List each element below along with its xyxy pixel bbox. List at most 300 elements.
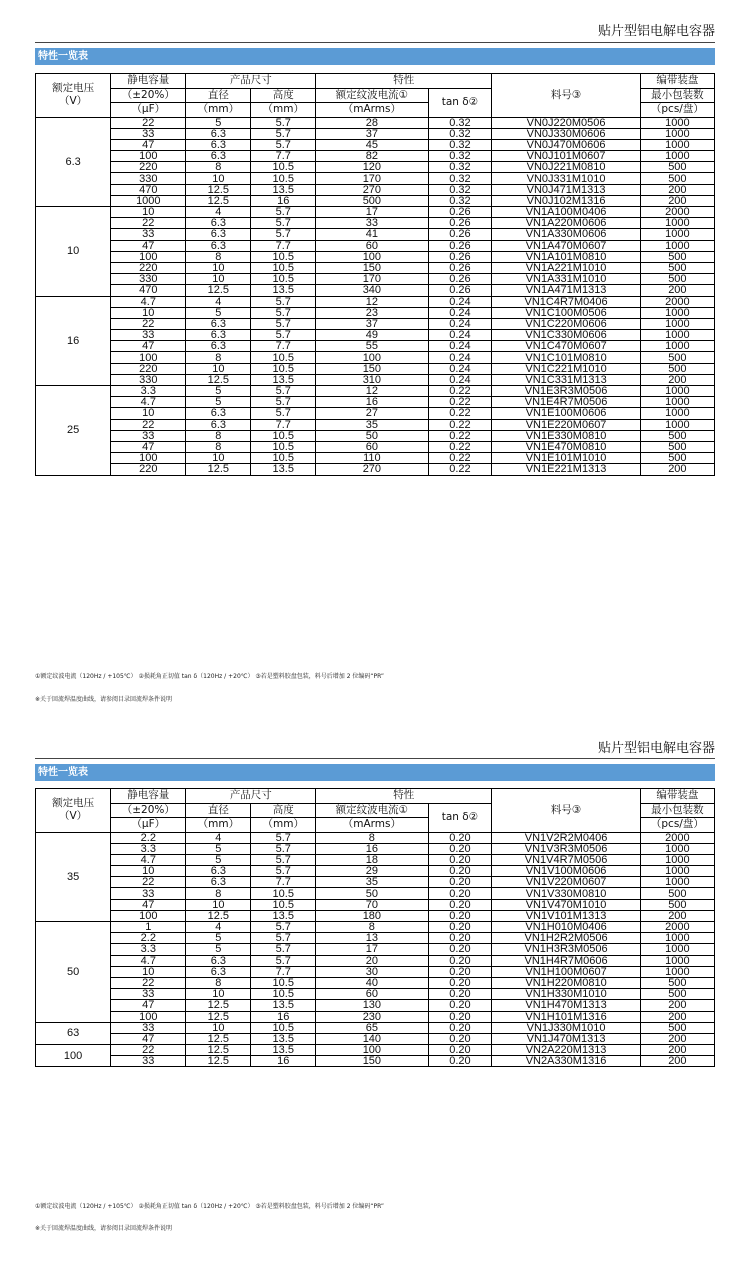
part-number-cell: VN1C330M0606 — [492, 330, 640, 341]
part-number-cell: VN1H4R7M0606 — [492, 955, 640, 966]
min-pack-cell: 200 — [640, 195, 714, 206]
title-rule — [35, 758, 715, 759]
spec-table — [35, 73, 715, 476]
height-cell: 7.7 — [251, 966, 316, 977]
diameter-cell: 5 — [186, 944, 251, 955]
section-title-bar: 特性一览表 — [35, 48, 715, 65]
table-row — [36, 184, 715, 195]
height-cell: 10.5 — [251, 899, 316, 910]
table-row — [36, 832, 715, 843]
table-row — [36, 151, 715, 162]
capacitance-cell: 220 — [111, 162, 186, 173]
diameter-cell: 6.3 — [186, 408, 251, 419]
height-cell: 10.5 — [251, 173, 316, 184]
ripple-current-cell: 20 — [316, 955, 428, 966]
capacitance-unit: （μF） — [111, 818, 186, 833]
ripple-unit: （mArms） — [316, 818, 428, 833]
height-header: 高度 — [251, 88, 316, 103]
part-number-cell: VN0J220M0506 — [492, 117, 640, 128]
ripple-current-cell: 8 — [316, 832, 428, 843]
ripple-current-cell: 150 — [316, 262, 428, 273]
diameter-cell: 12.5 — [186, 195, 251, 206]
voltage-header-unit: （V） — [59, 95, 88, 108]
tan-delta-cell: 0.20 — [428, 1056, 492, 1067]
ripple-current-cell: 8 — [316, 922, 428, 933]
capacitance-cell: 10 — [111, 866, 186, 877]
tan-delta-cell: 0.20 — [428, 832, 492, 843]
part-number-cell: VN1A220M0606 — [492, 218, 640, 229]
min-pack-cell: 1000 — [640, 866, 714, 877]
min-pack-cell: 1000 — [640, 408, 714, 419]
height-cell: 5.7 — [251, 386, 316, 397]
height-cell: 16 — [251, 1056, 316, 1067]
diameter-cell: 12.5 — [186, 1033, 251, 1044]
tan-delta-cell: 0.24 — [428, 307, 492, 318]
height-cell: 5.7 — [251, 933, 316, 944]
table-row — [36, 363, 715, 374]
diameter-cell: 10 — [186, 989, 251, 1000]
height-cell: 10.5 — [251, 352, 316, 363]
ripple-current-cell: 49 — [316, 330, 428, 341]
ripple-current-cell: 82 — [316, 151, 428, 162]
ripple-current-cell: 110 — [316, 453, 428, 464]
diameter-cell: 12.5 — [186, 910, 251, 921]
diameter-cell: 10 — [186, 274, 251, 285]
ripple-current-cell: 23 — [316, 307, 428, 318]
voltage-cell: 6.3 — [36, 117, 111, 207]
min-pack-cell: 200 — [640, 464, 714, 475]
min-pack-cell: 500 — [640, 251, 714, 262]
part-number-cell: VN2A330M1316 — [492, 1056, 640, 1067]
diameter-cell: 12.5 — [186, 1056, 251, 1067]
tan-delta-cell: 0.20 — [428, 1022, 492, 1033]
min-pack-cell: 1000 — [640, 877, 714, 888]
height-cell: 16 — [251, 195, 316, 206]
diameter-cell: 4 — [186, 207, 251, 218]
part-number-cell: VN1E100M0606 — [492, 408, 640, 419]
height-cell: 5.7 — [251, 922, 316, 933]
height-cell: 10.5 — [251, 162, 316, 173]
part-number-cell: VN1A221M1010 — [492, 262, 640, 273]
tan-delta-cell: 0.24 — [428, 318, 492, 329]
min-pack-cell: 1000 — [640, 843, 714, 854]
table-row — [36, 1045, 715, 1056]
min-pack-cell: 500 — [640, 989, 714, 1000]
diameter-cell: 6.3 — [186, 341, 251, 352]
diameter-cell: 8 — [186, 251, 251, 262]
diameter-unit: （mm） — [186, 818, 251, 833]
capacitance-cell: 4.7 — [111, 296, 186, 307]
capacitance-cell: 22 — [111, 419, 186, 430]
part-number-cell: VN1V2R2M0406 — [492, 832, 640, 843]
diameter-cell: 8 — [186, 352, 251, 363]
capacitance-cell: 4.7 — [111, 955, 186, 966]
diameter-cell: 6.3 — [186, 240, 251, 251]
part-number-cell: VN1H101M1316 — [492, 1011, 640, 1022]
ripple-current-cell: 270 — [316, 184, 428, 195]
ripple-current-cell: 130 — [316, 1000, 428, 1011]
tan-delta-cell: 0.20 — [428, 1045, 492, 1056]
table-row — [36, 341, 715, 352]
table-row — [36, 933, 715, 944]
capacitance-cell: 100 — [111, 251, 186, 262]
min-pack-cell: 200 — [640, 910, 714, 921]
ripple-header: 额定纹波电流① — [316, 88, 428, 103]
table-row — [36, 866, 715, 877]
capacitance-cell: 33 — [111, 330, 186, 341]
min-pack-cell: 500 — [640, 274, 714, 285]
capacitance-cell: 47 — [111, 240, 186, 251]
diameter-cell: 5 — [186, 933, 251, 944]
doc-title: 贴片型铝电解电容器 — [597, 24, 715, 39]
size-group-header: 产品尺寸 — [186, 74, 316, 89]
part-number-cell: VN0J221M0810 — [492, 162, 640, 173]
min-pack-header: 最小包装数 — [640, 803, 714, 818]
tan-delta-cell: 0.26 — [428, 262, 492, 273]
diameter-cell: 8 — [186, 162, 251, 173]
height-cell: 5.7 — [251, 117, 316, 128]
ripple-current-cell: 70 — [316, 899, 428, 910]
capacitance-cell: 220 — [111, 363, 186, 374]
ripple-current-cell: 37 — [316, 318, 428, 329]
capacitance-cell: 33 — [111, 1022, 186, 1033]
tan-delta-cell: 0.32 — [428, 151, 492, 162]
tan-delta-cell: 0.20 — [428, 966, 492, 977]
min-pack-cell: 500 — [640, 899, 714, 910]
table-row — [36, 352, 715, 363]
tan-delta-cell: 0.20 — [428, 910, 492, 921]
diameter-cell: 6.3 — [186, 419, 251, 430]
diameter-cell: 12.5 — [186, 374, 251, 385]
height-cell: 10.5 — [251, 1022, 316, 1033]
tan-delta-cell: 0.20 — [428, 888, 492, 899]
min-pack-cell: 500 — [640, 173, 714, 184]
height-cell: 10.5 — [251, 453, 316, 464]
height-cell: 5.7 — [251, 128, 316, 139]
footnote: ①额定纹波电流（120Hz / +105℃） ②损耗角正切值 tan δ（120Hz / +20℃） ③若是塑料胶盘包装，料号后增加 2 位编码“PR” — [35, 673, 385, 680]
ripple-current-cell: 150 — [316, 363, 428, 374]
diameter-cell: 6.3 — [186, 318, 251, 329]
capacitance-cell: 3.3 — [111, 843, 186, 854]
tan-delta-cell: 0.26 — [428, 229, 492, 240]
min-pack-unit: （pcs/盘） — [640, 103, 714, 118]
ripple-current-cell: 100 — [316, 1045, 428, 1056]
tan-delta-cell: 0.32 — [428, 162, 492, 173]
capacitance-cell: 47 — [111, 899, 186, 910]
height-cell: 5.7 — [251, 955, 316, 966]
tan-delta-cell: 0.22 — [428, 453, 492, 464]
table-row — [36, 330, 715, 341]
size-group-header: 产品尺寸 — [186, 789, 316, 804]
ripple-current-cell: 28 — [316, 117, 428, 128]
min-pack-cell: 500 — [640, 162, 714, 173]
height-cell: 13.5 — [251, 184, 316, 195]
diameter-cell: 6.3 — [186, 151, 251, 162]
diameter-cell: 6.3 — [186, 330, 251, 341]
ripple-current-cell: 50 — [316, 888, 428, 899]
part-number-cell: VN1H470M1313 — [492, 1000, 640, 1011]
min-pack-cell: 1000 — [640, 419, 714, 430]
tan-delta-header: tan δ② — [428, 803, 492, 832]
tan-delta-cell: 0.26 — [428, 218, 492, 229]
part-number-cell: VN1A471M1313 — [492, 285, 640, 296]
height-cell: 16 — [251, 1011, 316, 1022]
diameter-cell: 5 — [186, 117, 251, 128]
ripple-current-cell: 37 — [316, 128, 428, 139]
table-row — [36, 922, 715, 933]
table-row — [36, 453, 715, 464]
capacitance-cell: 330 — [111, 274, 186, 285]
part-number-cell: VN1V3R3M0506 — [492, 843, 640, 854]
min-pack-cell: 1000 — [640, 944, 714, 955]
height-cell: 5.7 — [251, 408, 316, 419]
height-cell: 13.5 — [251, 374, 316, 385]
height-cell: 5.7 — [251, 229, 316, 240]
height-cell: 5.7 — [251, 296, 316, 307]
table-row — [36, 274, 715, 285]
table-row — [36, 285, 715, 296]
min-pack-header: 最小包装数 — [640, 88, 714, 103]
diameter-cell: 5 — [186, 854, 251, 865]
part-number-cell: VN0J471M1313 — [492, 184, 640, 195]
min-pack-cell: 500 — [640, 977, 714, 988]
part-number-cell: VN1A330M0606 — [492, 229, 640, 240]
height-cell: 5.7 — [251, 218, 316, 229]
tan-delta-cell: 0.22 — [428, 464, 492, 475]
voltage-cell: 35 — [36, 832, 111, 922]
diameter-cell: 12.5 — [186, 1045, 251, 1056]
table-row — [36, 128, 715, 139]
height-cell: 7.7 — [251, 419, 316, 430]
diameter-cell: 6.3 — [186, 866, 251, 877]
capacitance-cell: 330 — [111, 374, 186, 385]
capacitance-cell: 33 — [111, 229, 186, 240]
ripple-current-cell: 55 — [316, 341, 428, 352]
ripple-current-cell: 120 — [316, 162, 428, 173]
capacitance-cell: 3.3 — [111, 386, 186, 397]
diameter-header: 直径 — [186, 88, 251, 103]
min-pack-cell: 1000 — [640, 386, 714, 397]
table-row — [36, 899, 715, 910]
height-cell: 10.5 — [251, 977, 316, 988]
height-cell: 13.5 — [251, 285, 316, 296]
section-title-bar: 特性一览表 — [35, 764, 715, 781]
diameter-cell: 6.3 — [186, 128, 251, 139]
diameter-cell: 4 — [186, 832, 251, 843]
tan-delta-cell: 0.20 — [428, 977, 492, 988]
capacitance-cell: 4.7 — [111, 854, 186, 865]
diameter-cell: 6.3 — [186, 139, 251, 150]
table-row — [36, 139, 715, 150]
min-pack-cell: 500 — [640, 441, 714, 452]
capacitance-cell: 47 — [111, 1000, 186, 1011]
min-pack-cell: 200 — [640, 1033, 714, 1044]
min-pack-cell: 200 — [640, 184, 714, 195]
ripple-unit: （mArms） — [316, 103, 428, 118]
ripple-current-cell: 16 — [316, 843, 428, 854]
diameter-cell: 10 — [186, 363, 251, 374]
diameter-cell: 5 — [186, 843, 251, 854]
part-number-cell: VN0J331M1010 — [492, 173, 640, 184]
capacitance-cell: 10 — [111, 307, 186, 318]
part-number-cell: VN2A220M1313 — [492, 1045, 640, 1056]
tan-delta-cell: 0.22 — [428, 386, 492, 397]
part-number-cell: VN1V4R7M0506 — [492, 854, 640, 865]
capacitance-cell: 33 — [111, 128, 186, 139]
tan-delta-cell: 0.24 — [428, 363, 492, 374]
capacitance-cell: 3.3 — [111, 944, 186, 955]
ripple-current-cell: 29 — [316, 866, 428, 877]
min-pack-cell: 2000 — [640, 922, 714, 933]
part-number-cell: VN1E221M1313 — [492, 464, 640, 475]
table-row — [36, 397, 715, 408]
capacitance-cell: 220 — [111, 262, 186, 273]
part-number-cell: VN1C220M0606 — [492, 318, 640, 329]
diameter-header: 直径 — [186, 803, 251, 818]
tan-delta-cell: 0.20 — [428, 843, 492, 854]
table-row — [36, 251, 715, 262]
min-pack-cell: 1000 — [640, 117, 714, 128]
capacitance-cell: 47 — [111, 441, 186, 452]
diameter-cell: 8 — [186, 888, 251, 899]
height-cell: 5.7 — [251, 307, 316, 318]
height-cell: 13.5 — [251, 464, 316, 475]
capacitance-cell: 4.7 — [111, 397, 186, 408]
min-pack-cell: 2000 — [640, 832, 714, 843]
part-number-cell: VN1C101M0810 — [492, 352, 640, 363]
capacitance-cell: 100 — [111, 453, 186, 464]
capacitance-cell: 22 — [111, 1045, 186, 1056]
capacitance-cell: 33 — [111, 888, 186, 899]
diameter-cell: 10 — [186, 173, 251, 184]
ripple-current-cell: 170 — [316, 173, 428, 184]
tan-delta-cell: 0.20 — [428, 899, 492, 910]
height-cell: 13.5 — [251, 1033, 316, 1044]
part-number-cell: VN1E220M0607 — [492, 419, 640, 430]
capacitance-cell: 330 — [111, 173, 186, 184]
diameter-cell: 10 — [186, 262, 251, 273]
height-cell: 10.5 — [251, 262, 316, 273]
tan-delta-cell: 0.20 — [428, 1011, 492, 1022]
height-cell: 5.7 — [251, 330, 316, 341]
min-pack-cell: 1000 — [640, 966, 714, 977]
diameter-cell: 6.3 — [186, 955, 251, 966]
part-number-cell: VN1H2R2M0506 — [492, 933, 640, 944]
voltage-cell: 16 — [36, 296, 111, 386]
diameter-cell: 5 — [186, 397, 251, 408]
capacitance-cell: 1000 — [111, 195, 186, 206]
table-row — [36, 1022, 715, 1033]
characteristics-group-header: 特性 — [316, 789, 492, 804]
table-row — [36, 944, 715, 955]
capacitance-cell: 100 — [111, 151, 186, 162]
ripple-current-cell: 45 — [316, 139, 428, 150]
part-number-cell: VN1H010M0406 — [492, 922, 640, 933]
min-pack-cell: 1000 — [640, 240, 714, 251]
table-row — [36, 843, 715, 854]
tan-delta-cell: 0.20 — [428, 922, 492, 933]
tan-delta-cell: 0.24 — [428, 374, 492, 385]
min-pack-cell: 200 — [640, 374, 714, 385]
diameter-cell: 6.3 — [186, 966, 251, 977]
ripple-current-cell: 270 — [316, 464, 428, 475]
ripple-current-cell: 16 — [316, 397, 428, 408]
diameter-cell: 8 — [186, 977, 251, 988]
ripple-current-cell: 60 — [316, 240, 428, 251]
capacitance-cell: 470 — [111, 184, 186, 195]
min-pack-cell: 500 — [640, 888, 714, 899]
part-number-cell: VN1A100M0406 — [492, 207, 640, 218]
capacitance-cell: 22 — [111, 977, 186, 988]
capacitance-cell: 22 — [111, 318, 186, 329]
part-number-cell: VN1J470M1313 — [492, 1033, 640, 1044]
height-cell: 10.5 — [251, 441, 316, 452]
ripple-current-cell: 230 — [316, 1011, 428, 1022]
part-number-cell: VN1E470M0810 — [492, 441, 640, 452]
spec-table — [35, 788, 715, 1067]
capacitance-cell: 2.2 — [111, 933, 186, 944]
ripple-current-cell: 35 — [316, 419, 428, 430]
ripple-current-cell: 12 — [316, 296, 428, 307]
part-number-cell: VN1C470M0607 — [492, 341, 640, 352]
part-number-header: 料号③ — [492, 789, 640, 833]
min-pack-cell: 500 — [640, 430, 714, 441]
tan-delta-cell: 0.20 — [428, 944, 492, 955]
part-number-cell: VN1C331M1313 — [492, 374, 640, 385]
part-number-cell: VN1C100M0506 — [492, 307, 640, 318]
part-number-cell: VN1J330M1010 — [492, 1022, 640, 1033]
part-number-cell: VN1C221M1010 — [492, 363, 640, 374]
table-row — [36, 430, 715, 441]
height-cell: 13.5 — [251, 1045, 316, 1056]
table-row — [36, 989, 715, 1000]
part-number-cell: VN0J102M1316 — [492, 195, 640, 206]
capacitance-cell: 33 — [111, 430, 186, 441]
capacitance-cell: 10 — [111, 207, 186, 218]
diameter-cell: 12.5 — [186, 464, 251, 475]
capacitance-cell: 22 — [111, 117, 186, 128]
table-row — [36, 408, 715, 419]
diameter-cell: 10 — [186, 1022, 251, 1033]
capacitance-cell: 22 — [111, 218, 186, 229]
reflow-note: ※关于回流焊温度曲线，请参阅目录回流焊条件说明 — [35, 1225, 173, 1232]
tan-delta-cell: 0.20 — [428, 989, 492, 1000]
capacitance-cell: 1 — [111, 922, 186, 933]
min-pack-cell: 1000 — [640, 854, 714, 865]
min-pack-cell: 1000 — [640, 139, 714, 150]
min-pack-cell: 1000 — [640, 151, 714, 162]
diameter-cell: 6.3 — [186, 218, 251, 229]
tan-delta-cell: 0.20 — [428, 854, 492, 865]
voltage-cell: 50 — [36, 922, 111, 1023]
table-row — [36, 888, 715, 899]
tan-delta-cell: 0.20 — [428, 866, 492, 877]
tan-delta-cell: 0.22 — [428, 430, 492, 441]
capacitance-cell: 2.2 — [111, 832, 186, 843]
reflow-note: ※关于回流焊温度曲线，请参阅目录回流焊条件说明 — [35, 696, 173, 703]
table-row — [36, 173, 715, 184]
part-number-cell: VN0J101M0607 — [492, 151, 640, 162]
min-pack-cell: 200 — [640, 1000, 714, 1011]
part-number-cell: VN1C4R7M0406 — [492, 296, 640, 307]
ripple-current-cell: 180 — [316, 910, 428, 921]
table-row — [36, 1056, 715, 1067]
table-row — [36, 854, 715, 865]
part-number-cell: VN1H220M0810 — [492, 977, 640, 988]
table-row — [36, 910, 715, 921]
tan-delta-cell: 0.24 — [428, 352, 492, 363]
min-pack-cell: 200 — [640, 1056, 714, 1067]
